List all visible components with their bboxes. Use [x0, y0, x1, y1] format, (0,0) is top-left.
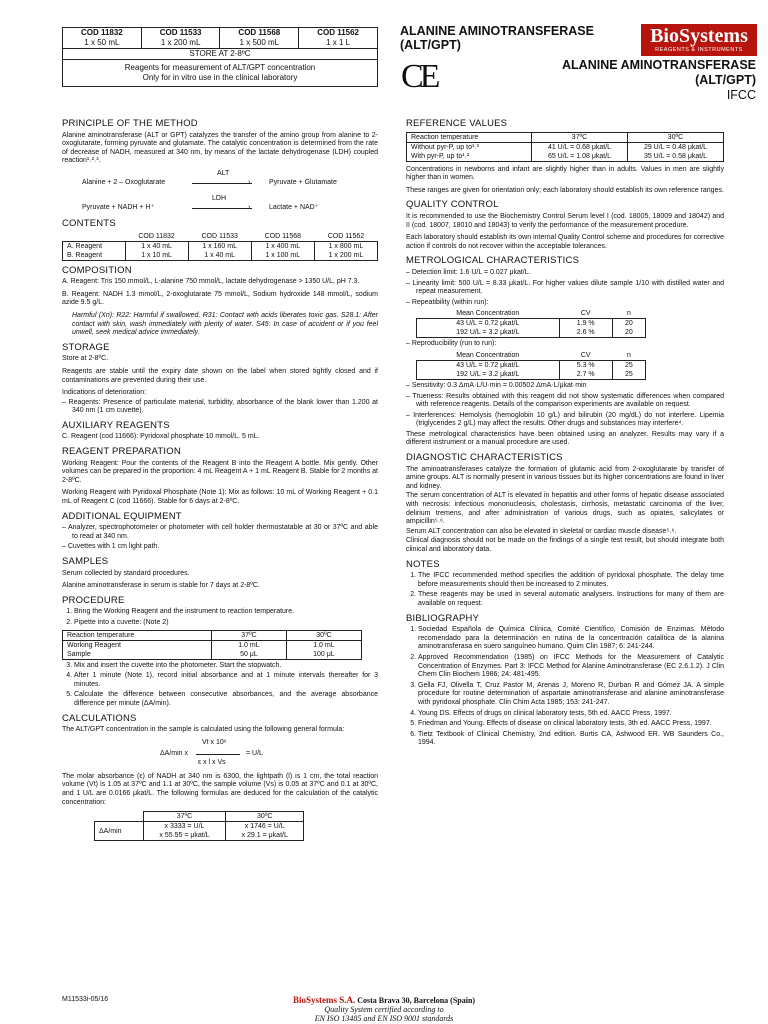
- list-item: 5. Calculate the difference between consecutive absorbances, and the average absorbance difference per minute (ΔA/min).: [74, 691, 378, 708]
- list-item: – Interferences: Hemolysis (hemoglobin 10 g/L) and bilirubin (20 mg/dL) do not interfere. Lipemia (triglycerides 2 g/L) may affect the results. Other drugs and substances may interfere⁴.: [416, 412, 724, 429]
- list-item: – Detection limit: 1.6 U/L = 0.027 μkat/L.: [416, 269, 724, 278]
- col-header: COD 11568: [264, 232, 302, 240]
- paragraph: The aminoatransferases catalyze the formation of glutamic acid from 2-oxoglutarate by transfer of amine groups. ALT is normally present in various tissues but its higher concentrations are found in liver and kidney.: [406, 465, 724, 490]
- list-item: 3. Mix and insert the cuvette into the photometer. Start the stopwatch.: [74, 662, 378, 671]
- table-cell: x 1746 = U/L x 29.1 = μkat/L: [226, 822, 304, 841]
- rx2-left: Pyruvate + NADH + H⁺: [82, 203, 155, 211]
- procedure-table: [62, 630, 362, 660]
- rx1-arrowhead: ›: [248, 178, 251, 186]
- list-item: 1. The IFCC recommended method specifies the addition of pyridoxal phosphate. The delay time before measurements should then be increased to 2 minutes.: [418, 572, 724, 589]
- list-item: – Reagents: Presence of particulate material, turbidity, absorbance of the blank lower than 1.200 at 340 nm (1 cm cuvette).: [72, 399, 378, 416]
- paragraph: Clinical diagnosis should not be made on the findings of a single test result, but should integrate both clinical and laboratory data.: [406, 537, 724, 553]
- paragraph: Alanine aminotransferase (ALT or GPT) catalyzes the transfer of the amino group from alanine to 2-oxoglutarate, forming pyruvate and glutamate. The catalytic concentration is determined from the rate of decrease of NADH, measured at 340 nm, by means of the lactate dehydrogenase (LDH) coupled reaction¹˒²˒³.: [62, 131, 378, 165]
- table-cell: x 3333 = U/L x 55.55 = μkat/L: [143, 822, 226, 841]
- paragraph: Alanine aminotransferase in serum is stable for 7 days at 2-8ºC.: [62, 582, 260, 590]
- rx1-enzyme: ALT: [217, 169, 230, 177]
- code-cell: COD 11832 1 x 50 mL: [63, 28, 142, 49]
- contents-table: [62, 232, 378, 261]
- list-item: 2. Pipette into a cuvette: (Note 2) Reaction temperature 37ºC 30ºC Working Reagent Sample 1.0 mL 50 μL 1.0 mL 100 μL: [74, 619, 378, 660]
- paragraph: Serum collected by standard procedures.: [62, 569, 190, 577]
- footer: [0, 996, 768, 1023]
- bibliography-item: 1. Sociedad Española de Química Clínica, Comité Científico, Comisión de Enzimas. Método recomendado para la determinación en rutina de la concentración catalítica de la alanina aminotransferasa en suero sanguíneo humano. Quim Clin 1987; 6: 241-244.: [418, 626, 724, 652]
- section-heading: PRINCIPLE OF THE METHOD: [62, 118, 198, 129]
- reaction-scheme: [62, 170, 378, 214]
- paragraph: Harmful (Xn): R22: Harmful if swallowed. R31: Contact with acids liberates toxic gas. S28.1: After contact with skin, wash immediately with plenty of water. S45: In case of accident or if you feel unwell, seek medical advice immediately.: [72, 311, 378, 337]
- col-header: 30ºC: [628, 132, 724, 142]
- formula-denominator: ε x l x Vs: [198, 758, 226, 766]
- col-header: 30ºC: [286, 630, 361, 640]
- list-item: – Reproducibility (run to run): Mean Concentration CV n 43 U/L = 0.72 μkat/L 192 U/L = 3.2 μkat/L 5.3 % 2.7 % 25 25: [416, 340, 724, 380]
- paragraph: A. Reagent: Tris 150 mmol/L, L-alanine 750 mmol/L, lactate dehydrogenase > 1350 U/L, pH 7.3.: [62, 278, 360, 286]
- formula-bar: [196, 754, 240, 755]
- table-cell: 1.9 % 2.6 %: [559, 319, 612, 338]
- bibliography-item: 5. Friedman and Young. Effects of disease on clinical laboratory tests, 3th ed. AACC Press, 1997.: [418, 720, 724, 729]
- footer-address: Costa Brava 30, Barcelona (Spain): [355, 996, 476, 1005]
- section-heading: CONTENTS: [62, 217, 116, 229]
- paragraph: The ALT/GPT concentration in the sample is calculated using the following general formula:: [62, 726, 345, 734]
- list-item: – Repeatibility (within run): Mean Concentration CV n 43 U/L = 0.72 μkat/L 192 U/L = 3.2 μkat/L 1.9 % 2.6 % 20 20: [416, 299, 724, 339]
- rx2-arrowhead: ›: [248, 203, 251, 211]
- paragraph: Serum ALT concentration can also be elevated in skeletal or cardiac muscle disease⁵˒⁶.: [406, 527, 677, 535]
- rx1-right: Pyruvate + Glutamate: [269, 178, 337, 186]
- col-header: CV: [580, 351, 591, 359]
- repeatability-table: [416, 309, 646, 338]
- code-cell: COD 11568 1 x 500 mL: [220, 28, 299, 49]
- formula-right: = U/L: [246, 749, 263, 757]
- rx1-arrow: [192, 183, 252, 184]
- section-heading: REFERENCE VALUES: [406, 118, 508, 129]
- reproducibility-table: [416, 351, 646, 380]
- col-header: Mean Concentration: [456, 310, 520, 318]
- biosystems-logo: BioSystems REAGENTS & INSTRUMENTS: [641, 24, 757, 56]
- col-header: CV: [580, 310, 591, 318]
- paragraph: Reagents are stable until the expiry date shown on the label when stored tightly closed and if contaminations are prevented during their use.: [62, 367, 378, 384]
- table-cell: 43 U/L = 0.72 μkat/L 192 U/L = 3.2 μkat/L: [417, 319, 560, 338]
- right-column: [406, 114, 724, 750]
- paragraph: It is recommended to use the Biochemistry Control Serum level I (cod. 18005, 18009 and 18042) and II (cod. 18007, 18010 and 18043) to verify the performance of the measurement procedure.: [406, 212, 724, 229]
- col-header: COD 11832: [138, 232, 175, 240]
- bibliography-item: 2. Approved Recommendation (1985) on IFCC Methods for the Measurement of Catalytic Concentration of Enzymes. Part 3: IFCC Method for Alanine Aminotransferase (EC 2.6.1.2). J Clin Chem Clin Biochem 1986; 24: 481-495.: [418, 654, 724, 680]
- section-heading: QUALITY CONTROL: [406, 199, 499, 211]
- table-cell: 20 20: [612, 319, 645, 338]
- list-item: 1. Bring the Working Reagent and the instrument to reaction temperature.: [74, 608, 378, 617]
- method-label: IFCC: [726, 88, 756, 102]
- section-heading: AUXILIARY REAGENTS: [62, 419, 170, 431]
- table-row-label: A. Reagent B. Reagent: [63, 241, 126, 260]
- paragraph: The serum concentration of ALT is elevated in hepatitis and other forms of hepatic disease associated with necrosis: infectious mononucleosis, cholestasis, cirrhosis, metastatic carcinoma of the liver, delirium tremens, and after administration of various drugs, such as opiates, salicylates or ampicillin⁵˒⁶.: [406, 492, 724, 526]
- rx2-arrow: [192, 208, 252, 209]
- footer-company: BioSystems S.A.: [292, 995, 356, 1005]
- reference-table: [406, 132, 724, 162]
- paragraph: The molar absorbance (ε) of NADH at 340 nm is 6300, the lightpath (l) is 1 cm, the total reaction volume (Vt) is 1.05 at 37ºC and 1.1 at 30ºC, the sample volume (Vs) is 0.05 at 37ºC and 0.1 at 30ºC, and 1 U/L are 0.0166 μkat/L. The following formulas are deduced for the calculation of the catalytic concentration:: [62, 772, 378, 806]
- bibliography-item: 6. Tietz Textbook of Clinical Chemistry, 2nd edition. Burtis CA, Ashwood ER. WB Saunders Co., 1994.: [418, 731, 724, 748]
- col-header: 30ºC: [226, 812, 304, 822]
- list-item: 4. After 1 minute (Note 1), record initial absorbance and at 1 minute intervals thereafter for 3 minutes.: [74, 672, 378, 689]
- rx2-enzyme: LDH: [212, 194, 227, 202]
- col-header: COD 11562: [327, 232, 365, 240]
- table-cell: 25 25: [612, 360, 645, 379]
- section-heading: DIAGNOSTIC CHARACTERISTICS: [406, 452, 563, 464]
- table-cell: 5.3 % 2.7 %: [559, 360, 612, 379]
- list-item: 2. These reagents may be used in several automatic analysers. Instructions for many of them are available on request.: [418, 591, 724, 608]
- section-heading: COMPOSITION: [62, 264, 132, 276]
- list-item: – Sensitivity: 0.3 ΔmA·L/U·min = 0.00502 ΔmA·L/μkat·min: [416, 382, 724, 391]
- formula: [62, 739, 378, 773]
- section-heading: SAMPLES: [62, 556, 109, 567]
- rx1-left: Alanine + 2 – Oxoglutarate: [82, 178, 166, 186]
- col-header: COD 11533: [201, 232, 238, 240]
- col-header: Reaction temperature: [407, 132, 532, 142]
- left-column: [62, 114, 378, 841]
- rx2-right: Lactate + NAD⁺: [269, 203, 319, 211]
- code-cell: COD 11533 1 x 200 mL: [141, 28, 220, 49]
- paragraph: These ranges are given for orientation only; each laboratory should establish its own reference ranges.: [406, 186, 724, 194]
- col-header: 37ºC: [143, 812, 226, 822]
- paragraph: Working Reagent: Pour the contents of the Reagent B into the Reagent A bottle. Mix gently. Other volumes can be prepared in the proportion: 4 mL Reagent A + 1 mL Reagent B. Stable for 2 months at 2-8ºC.: [62, 459, 378, 484]
- paragraph: Each laboratory should establish its own internal Quality Control scheme and procedures for corrective action if controls do not recover within the acceptable tolerances.: [406, 234, 724, 250]
- table-cell: 43 U/L = 0.72 μkat/L 192 U/L = 3.2 μkat/L: [417, 360, 560, 379]
- paragraph: C. Reagent (cod 11666): Pyridoxal phosphate 10 mmol/L. 5 mL.: [62, 433, 260, 441]
- paragraph: Concentrations in newborns and infant are slightly higher than in adults. Values in men are slightly higher than in women.: [406, 165, 724, 182]
- col-header: Mean Concentration: [456, 351, 520, 359]
- section-heading: BIBLIOGRAPHY: [406, 612, 480, 624]
- list-item: – Analyzer, spectrophotometer or photometer with cell holder thermostatable at 30 or 37ºC and able to read at 340 nm.: [72, 524, 378, 541]
- table-cell: 1 x 40 mL 1 x 10 mL: [125, 241, 188, 260]
- col-header: n: [626, 351, 631, 359]
- code-cell: COD 11562 1 x 1 L: [299, 28, 378, 49]
- footer-quality-line1: Quality System certified according to: [324, 1005, 444, 1014]
- section-heading: CALCULATIONS: [62, 712, 137, 724]
- paragraph: Indications of deterioration:: [62, 389, 147, 397]
- section-heading: ADDITIONAL EQUIPMENT: [62, 510, 182, 522]
- title-top: ALANINE AMINOTRANSFERASE (ALT/GPT): [400, 24, 594, 52]
- formula-left: ΔA/min x: [160, 749, 189, 757]
- paragraph: Store at 2-8ºC.: [62, 355, 109, 363]
- document-code: M11533i-05/16: [62, 996, 109, 1003]
- table-cell: 1 x 160 mL 1 x 40 mL: [188, 241, 251, 260]
- paragraph: B. Reagent: NADH 1.3 mmol/L, 2-oxoglutarate 75 mmol/L, Sodium hydroxide 148 mmol/L, sodium azide 9.5 g/L.: [62, 290, 378, 307]
- list-item: – Cuvettes with 1 cm light path.: [72, 543, 378, 552]
- footer-quality-line2: EN ISO 13485 and EN ISO 9001 standards: [314, 1014, 454, 1023]
- store-cell: STORE AT 2-8ºC: [63, 49, 378, 60]
- calc-table: [94, 811, 304, 841]
- table-row-label: Without pyr-P, up to¹˒³ With pyr-P, up to¹˒²: [407, 142, 532, 161]
- ce-mark-icon: CE: [401, 58, 437, 95]
- table-cell: 1 x 400 mL 1 x 100 mL: [251, 241, 314, 260]
- formula-numerator: Vt x 10⁶: [202, 738, 227, 746]
- reagents-cell: Reagents for measurement of ALT/GPT concentration Only for in vitro use in the clinical laboratory: [63, 60, 378, 87]
- col-header: 37ºC: [212, 630, 287, 640]
- section-heading: METROLOGICAL CHARACTERISTICS: [406, 255, 580, 267]
- section-heading: NOTES: [406, 558, 440, 570]
- table-row-label: ΔA/min: [95, 822, 144, 841]
- list-item: – Linearity limit: 500 U/L = 8.33 μkat/L. For higher values dilute sample 1/10 with distilled water and repeat measurement.: [416, 280, 724, 297]
- header-code-table: [62, 27, 378, 87]
- list-item: – Trueness: Results obtained with this reagent did not show systematic differences when compared with reference reagents. Details of the comparison experiments are available on request.: [416, 393, 724, 410]
- col-header: 37ºC: [532, 132, 628, 142]
- section-heading: REAGENT PREPARATION: [62, 446, 181, 458]
- table-cell: 1 x 800 mL 1 x 200 mL: [314, 241, 377, 260]
- paragraph: Working Reagent with Pyridoxal Phosphate (Note 1): Mix as follows: 10 mL of Working Reagent + 0.1 mL of Reagent C (cod 11666). Stable for 6 days at 2-8ºC.: [62, 489, 378, 506]
- section-heading: PROCEDURE: [62, 594, 125, 606]
- table-cell: 41 U/L = 0.68 μkat/L 65 U/L = 1.08 μkat/L: [532, 142, 628, 161]
- bibliography-item: 3. Gella FJ, Olivella T, Cruz Pastor M, Arenas J, Moreno R, Durban R and Gómez JA. A simple procedure for routine determination of aspartate aminotransferase and alanine aminotransferase with pyridoxal phosphate. Clin Chim Acta 1985; 153: 241-247.: [418, 682, 724, 708]
- col-header: Reaction temperature: [63, 630, 212, 640]
- table-row-label: Working Reagent Sample: [63, 640, 212, 659]
- title-right: ALANINE AMINOTRANSFERASE (ALT/GPT): [562, 58, 756, 87]
- paragraph: These metrological characteristics have been obtained using an analyzer. Results may vary if a different instrument or a manual procedure are used.: [406, 430, 724, 447]
- table-cell: 29 U/L = 0.48 μkat/L 35 U/L = 0.58 μkat/L: [628, 142, 724, 161]
- table-cell: 1.0 mL 100 μL: [286, 640, 361, 659]
- col-header: n: [626, 310, 631, 318]
- section-heading: STORAGE: [62, 341, 110, 353]
- bibliography-item: 4. Young DS. Effects of drugs on clinical laboratory tests, 5th ed. AACC Press, 1997.: [418, 710, 724, 719]
- table-cell: 1.0 mL 50 μL: [212, 640, 287, 659]
